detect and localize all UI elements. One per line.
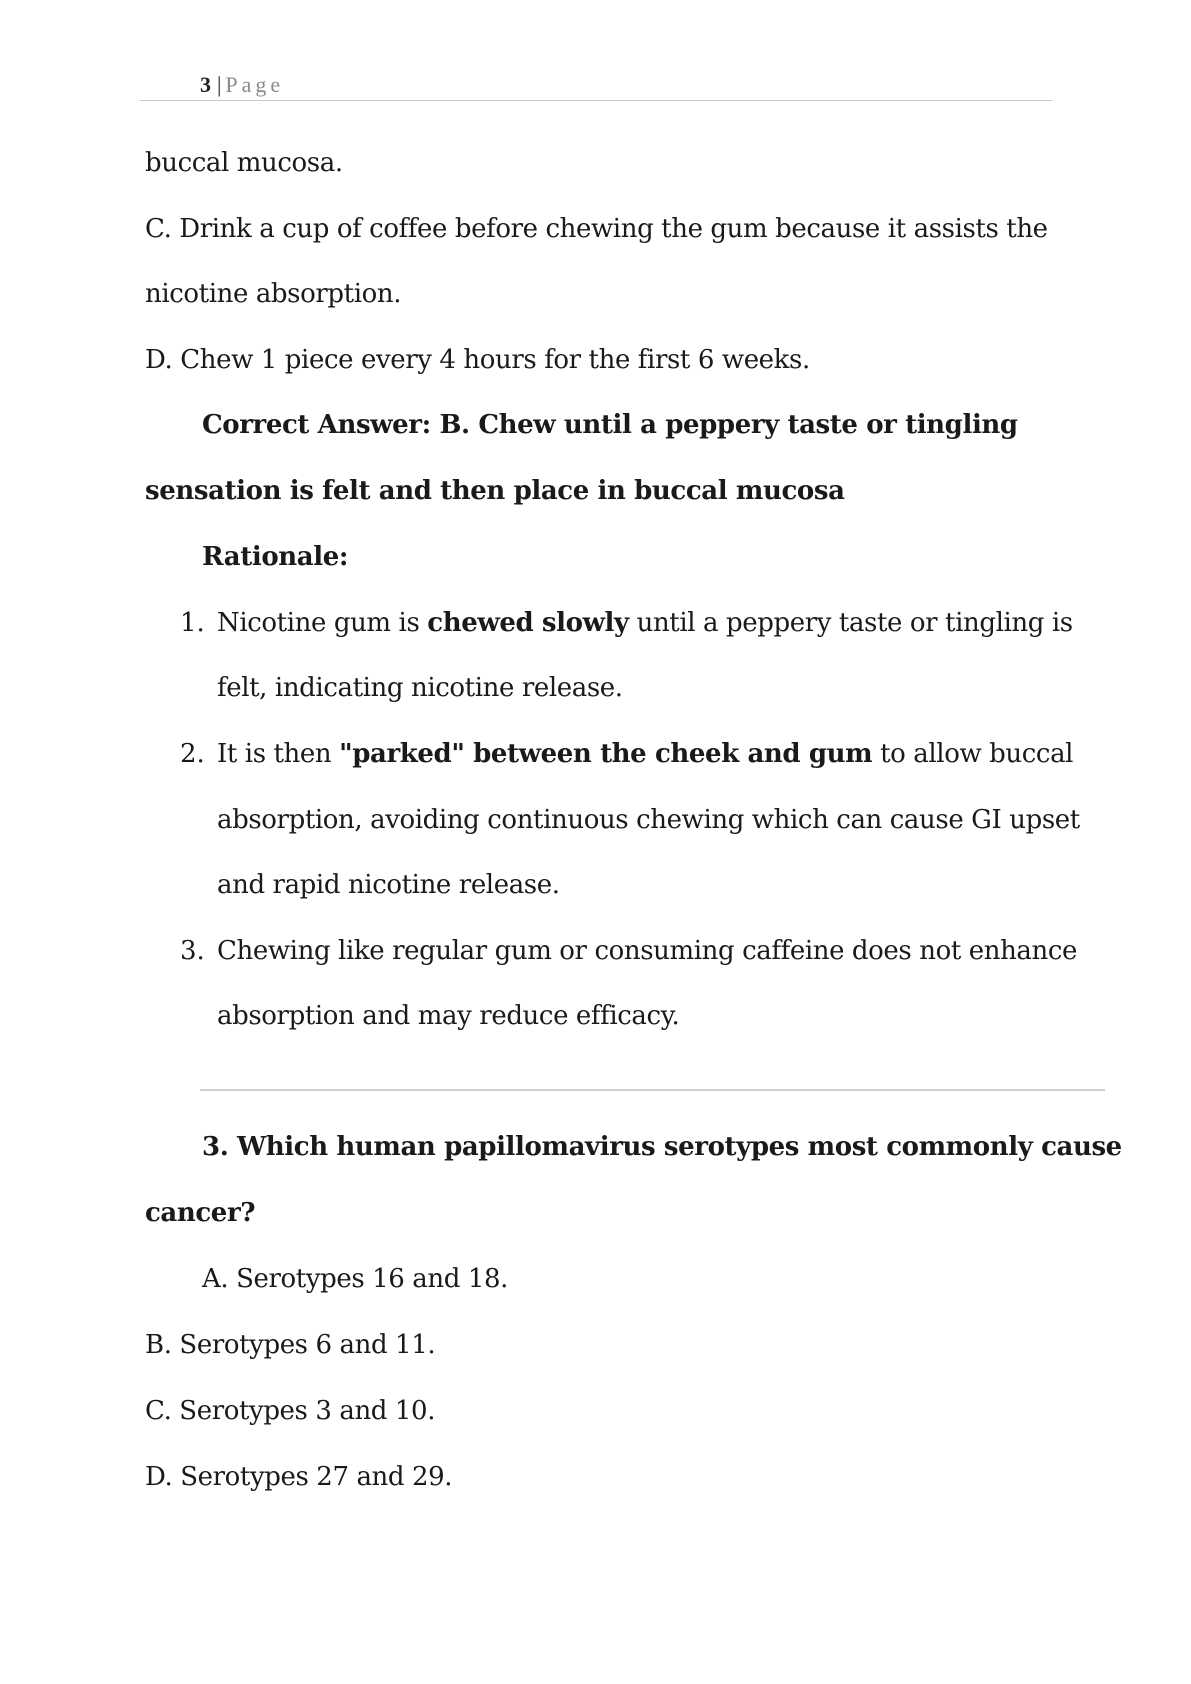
page-label: Page <box>225 72 285 97</box>
question-3-option-d: D. Serotypes 27 and 29. <box>145 1462 453 1492</box>
page-number: 3 <box>200 72 211 97</box>
option-d: D. Chew 1 piece every 4 hours for the first 6 weeks. <box>145 345 810 375</box>
question-3-option-b: B. Serotypes 6 and 11. <box>145 1330 436 1360</box>
rationale-item-2-line2: absorption, avoiding continuous chewing which can cause GI upset <box>217 805 1080 835</box>
rationale-item-1-emphasis: chewed slowly <box>427 608 629 638</box>
page-header <box>200 72 284 98</box>
option-c-line2: nicotine absorption. <box>145 279 402 309</box>
question-3-option-c: C. Serotypes 3 and 10. <box>145 1396 436 1426</box>
question-3-line2: cancer? <box>145 1198 256 1228</box>
rationale-item-1-text-end: until a peppery taste or tingling is <box>628 608 1073 638</box>
rationale-item-2-line1 <box>217 739 1073 769</box>
page-separator: | <box>217 72 222 97</box>
rationale-item-2-line3: and rapid nicotine release. <box>217 870 560 900</box>
correct-answer-line1: Correct Answer: B. Chew until a peppery taste or tingling <box>202 410 1018 440</box>
rationale-item-1-text: Nicotine gum is <box>217 608 428 638</box>
rationale-item-3-line1: Chewing like regular gum or consuming caffeine does not enhance <box>217 936 1078 966</box>
rationale-heading: Rationale: <box>202 542 349 572</box>
rationale-number-3: 3. <box>180 936 205 966</box>
header-rule <box>140 100 1052 101</box>
question-3-option-a: A. Serotypes 16 and 18. <box>202 1264 509 1294</box>
rationale-number-2: 2. <box>180 739 205 769</box>
rationale-item-2-text-end: to allow buccal <box>872 739 1074 769</box>
section-divider <box>200 1089 1105 1091</box>
rationale-item-2-text: It is then <box>217 739 340 769</box>
question-3-line1: 3. Which human papillomavirus serotypes most commonly cause <box>202 1132 1122 1162</box>
rationale-item-3-line2: absorption and may reduce efficacy. <box>217 1001 680 1031</box>
rationale-number-1: 1. <box>180 608 205 638</box>
option-c-line1: C. Drink a cup of coffee before chewing the gum because it assists the <box>145 214 1048 244</box>
rationale-item-1-line2: felt, indicating nicotine release. <box>217 673 623 703</box>
rationale-item-1-line1 <box>217 608 1073 638</box>
correct-answer-line2: sensation is felt and then place in buccal mucosa <box>145 476 845 506</box>
rationale-item-2-emphasis: "parked" between the cheek and gum <box>339 739 873 769</box>
option-b-continued: buccal mucosa. <box>145 148 343 178</box>
